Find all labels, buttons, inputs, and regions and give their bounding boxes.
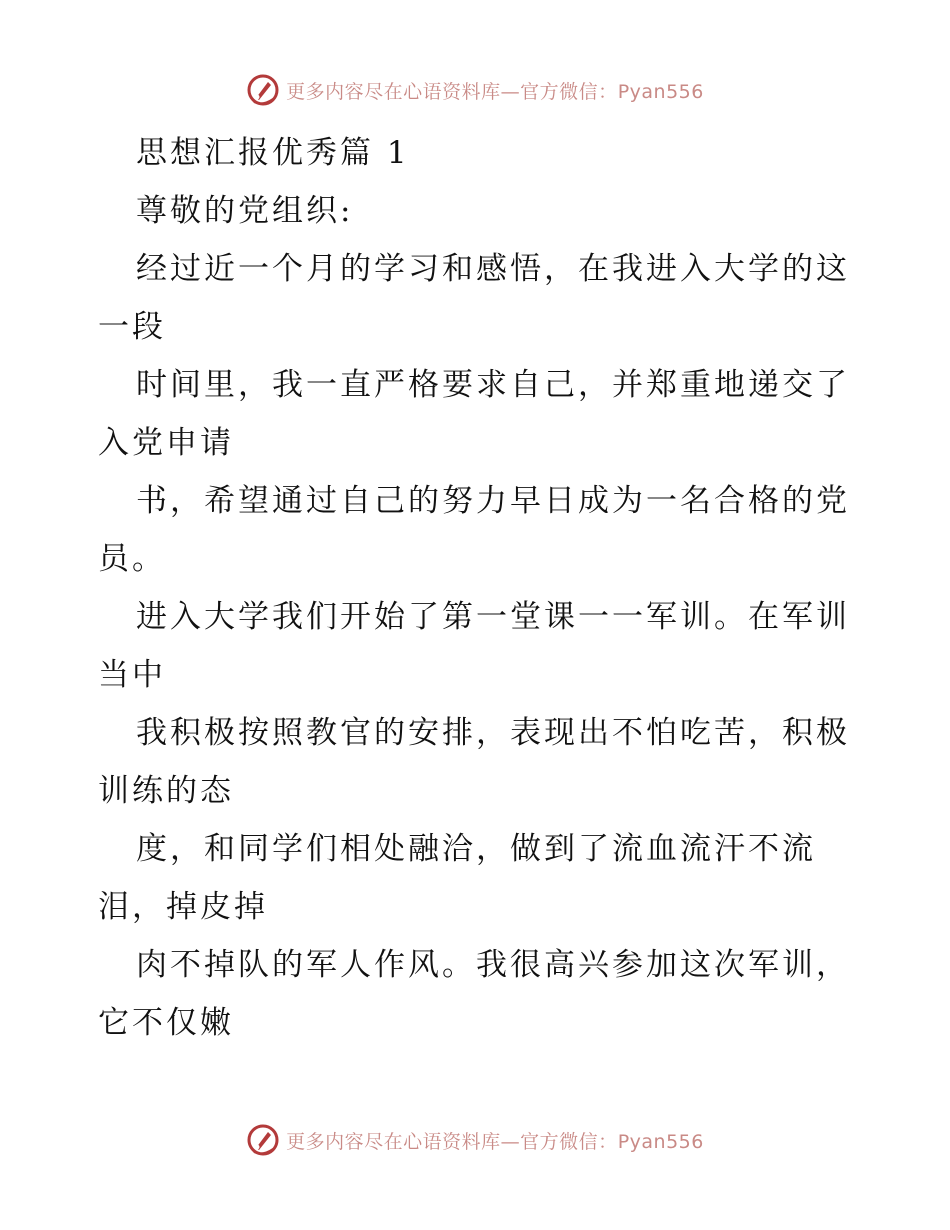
quill-logo-icon [246, 73, 280, 107]
footer-watermark-banner [0, 1120, 950, 1160]
salutation: 尊敬的党组织: [136, 193, 354, 229]
watermark-main-text: 更多内容尽在心语资料库 [286, 1130, 501, 1153]
paragraph-line: 书，希望通过自己的努力早日成为一名合格的党 [136, 483, 850, 519]
paragraph-line: 时间里，我一直严格要求自己，并郑重地递交了 [136, 367, 850, 403]
quill-logo-icon [246, 1123, 280, 1157]
paragraph-line: 度，和同学们相处融洽，做到了流血流汗不流 [136, 831, 816, 867]
paragraph-line-wrap: 员。 [98, 541, 166, 577]
watermark-main-text: 更多内容尽在心语资料库 [286, 80, 501, 103]
paragraph-line: 进入大学我们开始了第一堂课一一军训。在军训 [136, 599, 850, 635]
paragraph-line-wrap: 它不仅嫩 [98, 1005, 234, 1041]
paragraph-line-wrap: 训练的态 [98, 773, 234, 809]
watermark-wechat-id: Pyan556 [617, 1130, 704, 1153]
watermark-wechat-label: 官方微信： [520, 1130, 618, 1153]
paragraph-line: 肉不掉队的军人作风。我很高兴参加这次军训， [136, 947, 850, 983]
watermark-wechat-id: Pyan556 [617, 80, 704, 103]
header-watermark-text [286, 77, 704, 104]
watermark-dash: — [500, 80, 521, 103]
paragraph-line-wrap: 泪，掉皮掉 [98, 889, 268, 925]
paragraph-line-wrap: 当中 [98, 657, 166, 693]
header-watermark-banner [0, 70, 950, 110]
watermark-wechat-label: 官方微信： [520, 80, 618, 103]
paragraph-line-wrap: 一段 [98, 309, 166, 345]
paragraph-line-wrap: 入党申请 [98, 425, 234, 461]
footer-watermark-text [286, 1127, 704, 1154]
paragraph-line: 我积极按照教官的安排，表现出不怕吃苦，积极 [136, 715, 850, 751]
document-body [98, 124, 858, 1052]
paragraph-line: 经过近一个月的学习和感悟，在我进入大学的这 [136, 251, 850, 287]
watermark-dash: — [500, 1130, 521, 1153]
document-title: 思想汇报优秀篇 1 [136, 135, 410, 171]
